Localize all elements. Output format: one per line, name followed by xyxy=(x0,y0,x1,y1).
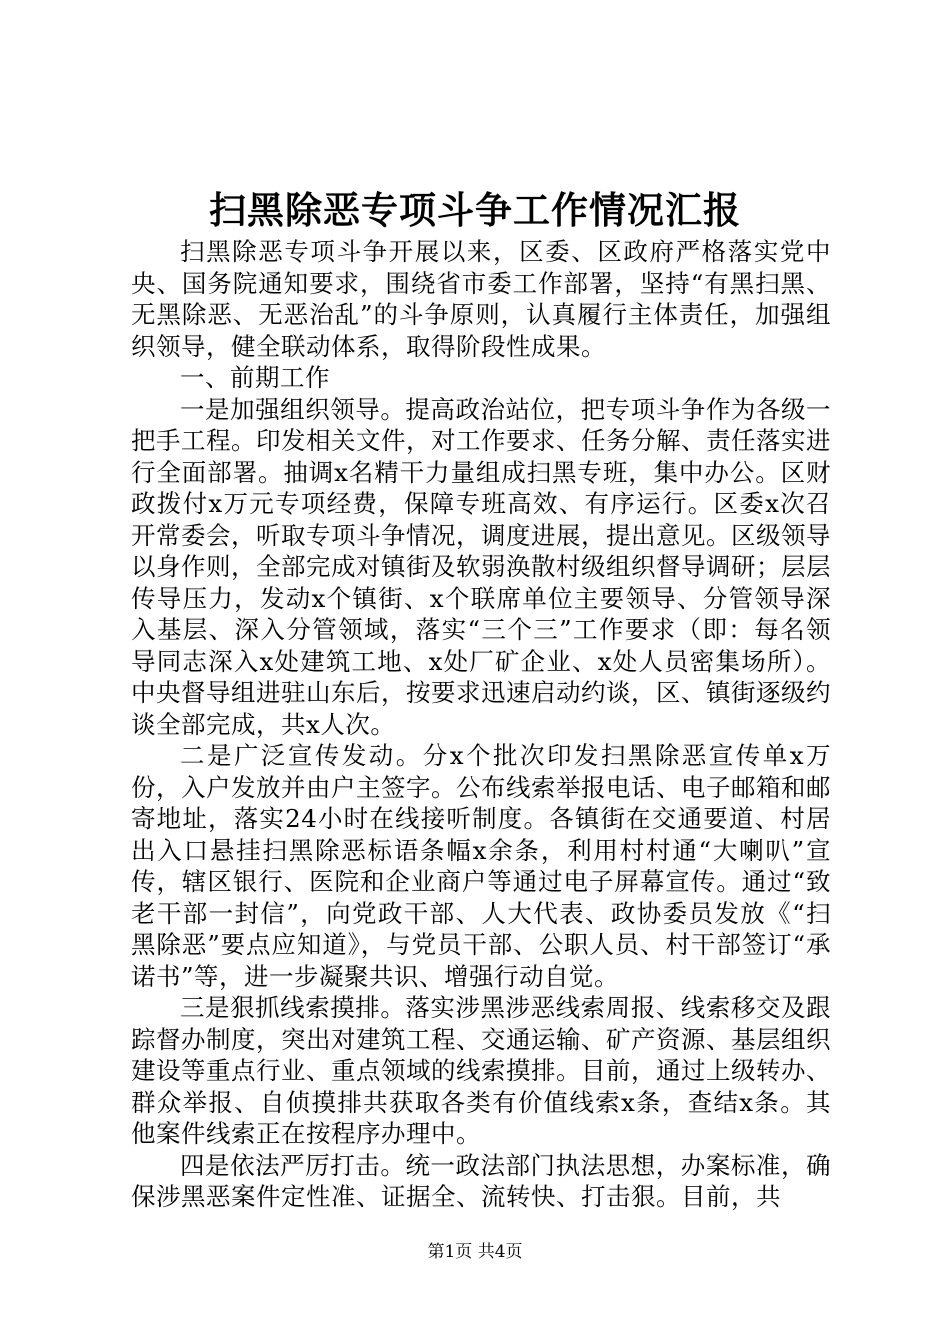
section-heading: 一、前期工作 xyxy=(180,363,330,392)
document-body xyxy=(131,236,831,1213)
intro-paragraph: 扫黑除恶专项斗争开展以来，区委、区政府严格落实党中央、国务院通知要求，围绕省市委工作部署，坚持“有黑扫黑、无黑除恶、无恶治乱”的斗争原则，认真履行主体责任，加强组织领导，健全联动体系，取得阶段性成果。 xyxy=(131,237,831,361)
page-footer: 第1页 共4页 xyxy=(427,1242,523,1262)
paragraph-publicity: 二是广泛宣传发动。分x个批次印发扫黑除恶宣传单x万份，入户发放并由户主签字。公布线索举报电话、电子邮箱和邮寄地址，落实24小时在线接听制度。各镇街在交通要道、村居出入口悬挂扫黑除恶标语条幅x余条，利用村村通“大喇叭”宣传，辖区银行、医院和企业商户等通过电子屏幕宣传。通过“致老干部一封信”，向党政干部、人大代表、政协委员发放《“扫黑除恶”要点应知道》，与党员干部、公职人员、村干部签订“承诺书”等，进一步凝聚共识、增强行动自觉。 xyxy=(131,741,831,991)
paragraph-crackdown: 四是依法严厉打击。统一政法部门执法思想，办案标准，确保涉黑恶案件定性准、证据全、流转快、打击狠。目前，共 xyxy=(131,1150,831,1211)
paragraph-organization: 一是加强组织领导。提高政治站位，把专项斗争作为各级一把手工程。印发相关文件，对工作要求、任务分解、责任落实进行全面部署。抽调x名精干力量组成扫黑专班，集中办公。区财政拨付x万元专项经费，保障专班高效、有序运行。区委x次召开常委会，听取专项斗争情况，调度进展，提出意见。区级领导以身作则，全部完成对镇街及软弱涣散村级组织督导调研；层层传导压力，发动x个镇街、x个联席单位主要领导、分管领导深入基层、深入分管领域，落实“三个三”工作要求（即：每名领导同志深入x处建筑工地、x处厂矿企业、x处人员密集场所）。中央督导组进驻山东后，按要求迅速启动约谈，区、镇街逐级约谈全部完成，共x人次。 xyxy=(131,394,831,739)
paragraph-clues: 三是狠抓线索摸排。落实涉黑涉恶线索周报、线索移交及跟踪督办制度，突出对建筑工程、交通运输、矿产资源、基层组织建设等重点行业、重点领域的线索摸排。目前，通过上级转办、群众举报、自侦摸排共获取各类有价值线索x条，查结x条。其他案件线索正在按程序办理中。 xyxy=(131,993,831,1148)
document-title: 扫黑除恶专项斗争工作情况汇报 xyxy=(209,188,741,232)
